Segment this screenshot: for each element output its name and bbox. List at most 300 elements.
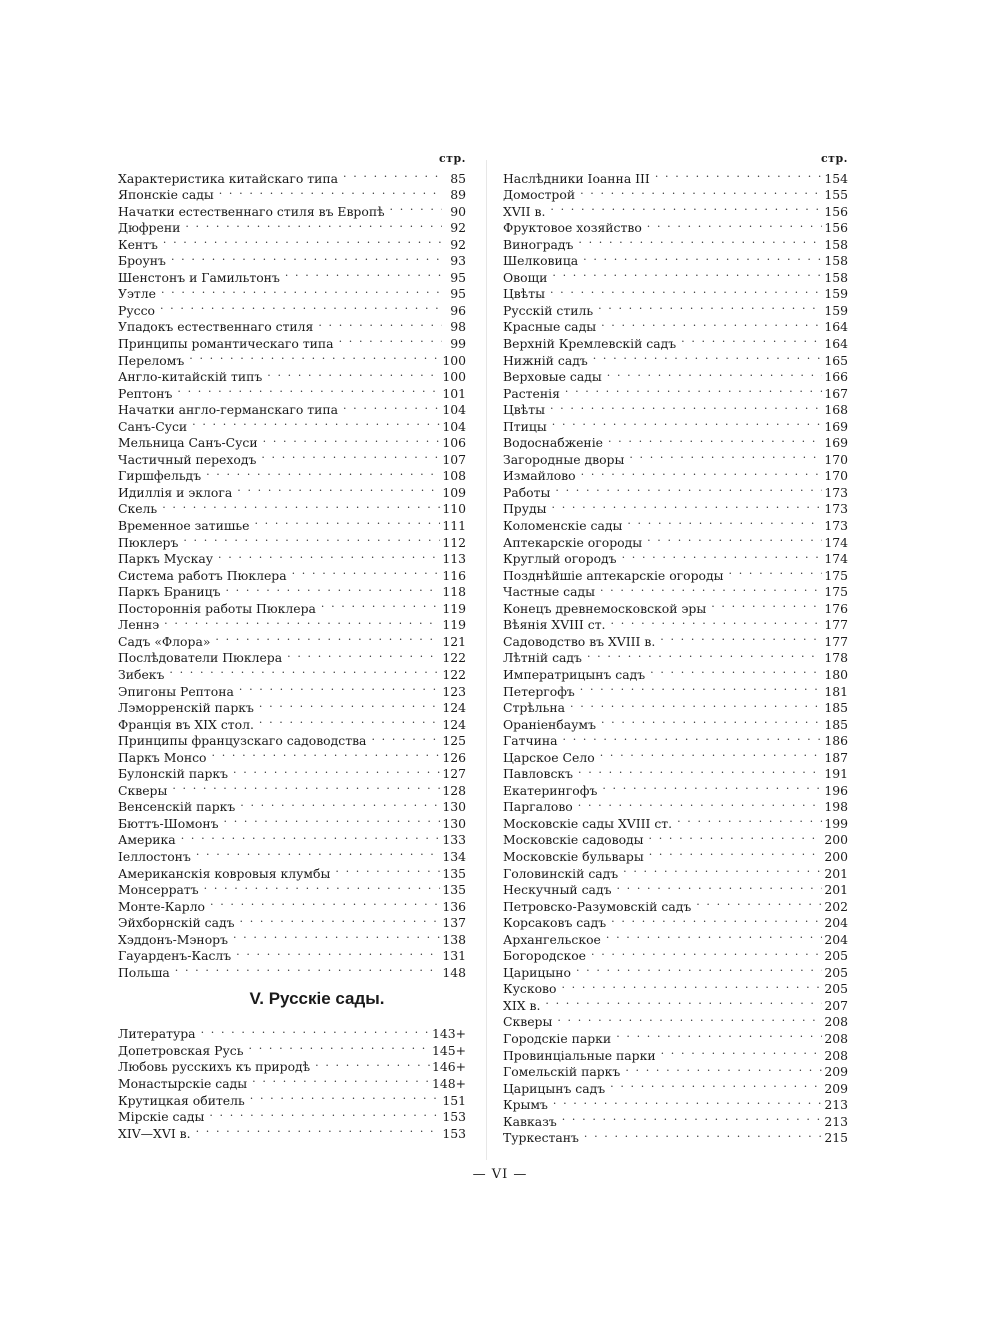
toc-entry	[503, 1093, 848, 1113]
toc-entry-title: Частные сады	[503, 584, 595, 600]
toc-entry-title: Стрѣльна	[503, 700, 566, 716]
dot-leader	[368, 729, 440, 746]
toc-entry-page: 215	[824, 1130, 848, 1146]
toc-entry-title: Ораніенбаумъ	[503, 716, 596, 732]
toc-entry-title: Водоснабженіе	[503, 435, 603, 451]
toc-entry-title: Паркъ Браницъ	[118, 584, 221, 600]
toc-entry-page: 135	[442, 882, 466, 898]
dot-leader	[608, 613, 823, 630]
toc-entry-title: Городскіе парки	[503, 1030, 612, 1046]
dot-leader	[201, 878, 441, 895]
dot-leader	[158, 282, 442, 299]
toc-entry-page: 173	[824, 501, 848, 517]
dot-leader	[233, 944, 440, 961]
dot-leader	[573, 960, 822, 977]
toc-entry-page: 143+	[431, 1026, 466, 1042]
dot-leader	[603, 927, 822, 944]
toc-entry-title: Архангельское	[503, 931, 601, 947]
toc-entry-page: 159	[824, 302, 848, 318]
toc-entry-page: 100	[442, 369, 466, 385]
toc-entry-title: Русскій стиль	[503, 302, 594, 318]
dot-leader	[237, 911, 441, 928]
dot-leader	[198, 1022, 430, 1039]
toc-entry-page: 154	[824, 170, 848, 186]
toc-entry-page: 198	[824, 799, 848, 815]
toc-entry-title: Цвѣты	[503, 402, 545, 418]
page-column-header: стр.	[438, 152, 466, 165]
toc-entry-page: 209	[824, 1064, 848, 1080]
toc-entry-title: Любовь русскихъ къ природѣ	[118, 1059, 311, 1075]
dot-leader	[542, 993, 822, 1010]
dot-leader	[256, 696, 440, 713]
toc-entry	[118, 679, 466, 699]
dot-leader	[613, 1026, 822, 1043]
toc-entry	[503, 282, 848, 302]
toc-entry	[503, 497, 848, 517]
toc-entry-page: 118	[442, 584, 466, 600]
toc-entry-title: Загородные дворы	[503, 451, 625, 467]
dot-leader	[597, 580, 822, 597]
dot-leader	[246, 1038, 430, 1055]
toc-entry-page: 200	[824, 832, 848, 848]
dot-leader	[598, 712, 822, 729]
toc-entry	[503, 298, 848, 318]
toc-entry-page: 125	[442, 733, 466, 749]
toc-entry-title: Корсаковъ садъ	[503, 915, 607, 931]
toc-entry-page: 213	[824, 1113, 848, 1129]
toc-entry-page: 93	[450, 253, 466, 269]
toc-entry-title: Круглый огородъ	[503, 551, 617, 567]
toc-entry-page: 205	[824, 948, 848, 964]
toc-entry-title: Начатки естественнаго стиля въ Европѣ	[118, 203, 385, 219]
toc-entry-page: 185	[824, 700, 848, 716]
dot-leader	[289, 563, 441, 580]
toc-entry	[118, 282, 466, 302]
toc-entry-page: 138	[442, 931, 466, 947]
dot-leader	[578, 464, 823, 481]
dot-leader	[160, 232, 442, 249]
toc-entry-page: 148+	[431, 1075, 466, 1091]
toc-entry-page: 202	[824, 898, 848, 914]
dot-leader	[332, 861, 440, 878]
dot-leader	[186, 348, 440, 365]
toc-entry-page: 170	[824, 468, 848, 484]
toc-entry-title: Іеллостонъ	[118, 848, 191, 864]
toc-entry-page: 205	[824, 964, 848, 980]
toc-entry-title: Монастырскіе сады	[118, 1075, 248, 1091]
toc-entry-page: 201	[824, 865, 848, 881]
toc-entry-title: Богородское	[503, 948, 587, 964]
toc-entry-title: Павловскъ	[503, 766, 574, 782]
toc-entry-title: Овощи	[503, 269, 548, 285]
toc-entry-title: Переломъ	[118, 352, 185, 368]
toc-entry	[503, 1010, 848, 1030]
toc-entry-title: Пюклеръ	[118, 534, 179, 550]
toc-entry-page: 155	[824, 187, 848, 203]
toc-entry-title: Московскіе садоводы	[503, 832, 644, 848]
toc-entry-title: Характеристика китайскаго типа	[118, 170, 338, 186]
toc-entry-page: 173	[824, 518, 848, 534]
toc-entry-page: 85	[450, 170, 466, 186]
toc-entry-page: 99	[450, 336, 466, 352]
toc-entry-title: Лѣтній садъ	[503, 650, 582, 666]
toc-entry-page: 95	[450, 269, 466, 285]
toc-entry-page: 124	[442, 716, 466, 732]
section-title: V. Русскіе сады.	[249, 988, 385, 1008]
dot-leader	[249, 1071, 430, 1088]
toc-entry-title: Булонскій паркъ	[118, 766, 229, 782]
toc-entry	[503, 166, 848, 186]
toc-entry-page: 207	[824, 997, 848, 1013]
toc-entry-title: Послѣдователи Пюклера	[118, 650, 283, 666]
dot-leader	[552, 480, 822, 497]
toc-entry	[118, 166, 466, 186]
toc-entry-title: Туркестанъ	[503, 1130, 579, 1146]
toc-entry-page: 131	[442, 948, 466, 964]
toc-entry-page: 168	[824, 402, 848, 418]
toc-entry-page: 124	[442, 700, 466, 716]
toc-entry-page: 119	[442, 600, 466, 616]
dot-leader	[726, 563, 823, 580]
toc-entry-title: Руссо	[118, 302, 155, 318]
toc-entry-title: Царское Село	[503, 749, 595, 765]
dot-leader	[708, 596, 822, 613]
toc-entry-page: 174	[824, 551, 848, 567]
dot-leader	[264, 365, 440, 382]
toc-entry-title: Постороннія работы Пюклера	[118, 600, 316, 616]
toc-entry-title: Гатчина	[503, 733, 558, 749]
dot-leader	[236, 679, 440, 696]
dot-leader	[318, 596, 440, 613]
toc-entry	[503, 265, 848, 285]
toc-entry-page: 209	[824, 1080, 848, 1096]
toc-entry-title: Уэтле	[118, 286, 156, 302]
toc-entry-title: Хэддонъ-Мэноръ	[118, 931, 228, 947]
toc-entry-title: Позднѣйшіе аптекарскіе огороды	[503, 567, 724, 583]
toc-entry-page: 158	[824, 236, 848, 252]
toc-entry-page: 177	[824, 633, 848, 649]
toc-entry-page: 158	[824, 253, 848, 269]
toc-entry-page: 96	[450, 302, 466, 318]
toc-entry-page: 92	[450, 236, 466, 252]
dot-leader	[336, 331, 442, 348]
toc-entry	[118, 613, 466, 633]
toc-entry-page: 173	[824, 484, 848, 500]
dot-leader	[169, 778, 440, 795]
dot-leader	[549, 497, 823, 514]
toc-entry-title: Эпигоны Рептона	[118, 683, 234, 699]
toc-entry-title: Паргалово	[503, 799, 573, 815]
toc-entry-title: Красные сады	[503, 319, 597, 335]
toc-entry-page: 153	[442, 1125, 466, 1141]
dot-leader	[547, 199, 822, 216]
dot-leader	[203, 464, 440, 481]
toc-entry-page: 98	[450, 319, 466, 335]
toc-entry-title: Система работъ Пюклера	[118, 567, 287, 583]
dot-leader	[597, 745, 823, 762]
toc-entry-title: Мельница Санъ-Суси	[118, 435, 258, 451]
toc-entry-title: Монте-Карло	[118, 898, 206, 914]
toc-entry-title: Санъ-Суси	[118, 418, 188, 434]
page-column-header: стр.	[820, 152, 848, 165]
toc-entry-page: 175	[824, 567, 848, 583]
toc-entry-title: Виноградъ	[503, 236, 574, 252]
dot-leader	[234, 480, 440, 497]
toc-entry-title: Царицынъ садъ	[503, 1080, 606, 1096]
toc-entry-title: Принципы французскаго садоводства	[118, 733, 367, 749]
toc-entry-title: Мірскіе сады	[118, 1109, 205, 1125]
toc-entry-page: 104	[442, 402, 466, 418]
dot-leader	[588, 944, 822, 961]
toc-entry-page: 196	[824, 782, 848, 798]
toc-entry-title: Верхній Кремлевскій садъ	[503, 336, 677, 352]
dot-leader	[549, 414, 823, 431]
dot-leader	[608, 911, 822, 928]
toc-entry-title: Кавказъ	[503, 1113, 557, 1129]
toc-entry-page: 109	[442, 484, 466, 500]
toc-entry-title: Императрицынъ садъ	[503, 666, 646, 682]
toc-entry-title: Крутицкая обитель	[118, 1092, 245, 1108]
toc-entry-title: Цвѣты	[503, 286, 545, 302]
dot-leader	[157, 298, 442, 315]
dot-leader	[222, 580, 440, 597]
dot-leader	[626, 447, 822, 464]
toc-entry-title: Бюттъ-Шомонъ	[118, 815, 219, 831]
toc-entry-page: 106	[442, 435, 466, 451]
toc-entry-title: Садоводство въ XVIII в.	[503, 633, 656, 649]
toc-entry-title: Аптекарскіе огороды	[503, 534, 643, 550]
toc-entry-title: Паркъ Монсо	[118, 749, 207, 765]
toc-entry-title: Коломенскіе сады	[503, 518, 623, 534]
toc-entry-page: 208	[824, 1030, 848, 1046]
dot-leader	[282, 265, 442, 282]
dot-leader	[647, 662, 822, 679]
dot-leader	[599, 778, 822, 795]
dot-leader	[547, 282, 822, 299]
toc-entry	[503, 199, 848, 219]
section-spacer	[118, 1019, 466, 1020]
dot-leader	[577, 183, 822, 200]
dot-leader	[658, 1043, 823, 1060]
toc-entry-title: XIX в.	[503, 997, 541, 1013]
toc-entry-page: 156	[824, 220, 848, 236]
dot-leader	[189, 414, 440, 431]
toc-entry-page: 130	[442, 799, 466, 815]
dot-leader	[166, 662, 440, 679]
toc-entry-title: Нескучный садъ	[503, 882, 612, 898]
toc-entry-page: 176	[824, 600, 848, 616]
toc-entry-title: Вѣянія XVIII ст.	[503, 617, 606, 633]
toc-entry-page: 208	[824, 1047, 848, 1063]
dot-leader	[607, 1076, 822, 1093]
toc-entry-page: 126	[442, 749, 466, 765]
dot-leader	[575, 795, 823, 812]
toc-entry	[503, 398, 848, 418]
toc-entry-title: Скверы	[118, 782, 168, 798]
toc-entry-page: 204	[824, 931, 848, 947]
toc-entry-page: 166	[824, 369, 848, 385]
toc-entry-page: 186	[824, 733, 848, 749]
toc-entry-page: 153	[442, 1109, 466, 1125]
dot-leader	[674, 811, 822, 828]
toc-entry-title: Фруктовое хозяйство	[503, 220, 642, 236]
toc-entry-title: Гиршфельдъ	[118, 468, 202, 484]
toc-entry	[118, 232, 466, 252]
toc-entry-title: Работы	[503, 484, 551, 500]
toc-entry-page: 113	[442, 551, 466, 567]
toc-entry-page: 164	[824, 336, 848, 352]
toc-entry-page: 128	[442, 782, 466, 798]
toc-entry-title: Домострой	[503, 187, 576, 203]
dot-leader	[209, 745, 441, 762]
toc-entry	[503, 431, 848, 451]
toc-entry-page: 146+	[431, 1059, 466, 1075]
toc-entry-title: Растенія	[503, 385, 560, 401]
dot-leader	[260, 431, 441, 448]
dot-leader	[559, 1109, 823, 1126]
toc-entry-page: 174	[824, 534, 848, 550]
toc-entry-title: Шелковица	[503, 253, 579, 269]
toc-entry-page: 164	[824, 319, 848, 335]
toc-entry-title: Кентъ	[118, 236, 158, 252]
toc-entry-page: 100	[442, 352, 466, 368]
toc-entry-title: Венсенскій паркъ	[118, 799, 236, 815]
toc-entry-page: 123	[442, 683, 466, 699]
toc-entry	[118, 315, 466, 335]
toc-entry-page: 170	[824, 451, 848, 467]
toc-entry	[118, 662, 466, 682]
dot-leader	[284, 646, 440, 663]
dot-leader	[206, 1105, 440, 1122]
toc-entry-title: Птицы	[503, 418, 547, 434]
toc-entry-title: Польша	[118, 964, 170, 980]
dot-leader	[230, 762, 440, 779]
dot-leader	[193, 844, 441, 861]
toc-entry-title: Американскія ковровыя клумбы	[118, 865, 331, 881]
toc-left-entries	[118, 166, 466, 980]
toc-right-entries	[503, 166, 848, 1146]
dot-leader	[387, 199, 442, 216]
dot-leader	[605, 431, 822, 448]
toc-entry-title: Допетровская Русь	[118, 1042, 244, 1058]
dot-leader	[168, 249, 442, 266]
toc-entry-title: Верховые сады	[503, 369, 602, 385]
dot-leader	[590, 348, 823, 365]
toc-entry-title: Пруды	[503, 501, 547, 517]
toc-entry	[118, 513, 466, 534]
toc-entry-page: 133	[442, 832, 466, 848]
dot-leader	[644, 216, 823, 233]
toc-entry-title: Дюфрени	[118, 220, 181, 236]
toc-entry-title: Измайлово	[503, 468, 576, 484]
toc-entry-title: Паркъ Мускау	[118, 551, 214, 567]
toc-entry-title: Головинскій садъ	[503, 865, 619, 881]
toc-entry	[118, 249, 466, 269]
dot-leader	[646, 844, 823, 861]
toc-entry	[118, 778, 466, 798]
toc-entry-page: 89	[450, 187, 466, 203]
dot-leader	[644, 530, 822, 547]
toc-entry-title: Идиллія и эклога	[118, 484, 233, 500]
toc-entry	[503, 1109, 848, 1129]
dot-leader	[182, 216, 442, 233]
toc-entry-page: 169	[824, 418, 848, 434]
dot-leader	[230, 927, 440, 944]
dot-leader	[549, 265, 822, 282]
toc-entry-page: 175	[824, 584, 848, 600]
toc-entry	[503, 216, 848, 236]
toc-entry	[118, 497, 466, 517]
dot-leader	[577, 679, 823, 696]
dot-leader	[247, 1088, 441, 1105]
toc-entry-page: 104	[442, 418, 466, 434]
dot-leader	[598, 315, 822, 332]
dot-leader	[657, 629, 822, 646]
toc-entry-page: 204	[824, 915, 848, 931]
toc-entry	[118, 1022, 466, 1042]
toc-entry	[503, 993, 848, 1013]
dot-leader	[595, 298, 822, 315]
toc-entry-page: 110	[442, 501, 466, 517]
toc-entry-page: 121	[442, 633, 466, 649]
toc-entry-page: 181	[824, 683, 848, 699]
toc-entry-title: Скверы	[503, 1014, 553, 1030]
toc-entry-page: 159	[824, 286, 848, 302]
toc-entry	[503, 1026, 848, 1046]
toc-entry-page: 178	[824, 650, 848, 666]
toc-entry-title: Крымъ	[503, 1097, 548, 1113]
dot-leader	[558, 977, 822, 994]
toc-entry-page: 208	[824, 1014, 848, 1030]
toc-entry-title: Упадокъ естественнаго стиля	[118, 319, 314, 335]
toc-entry-title: Гауарденъ-Каслъ	[118, 948, 232, 964]
toc-entry-title: Лэморренскій паркъ	[118, 700, 254, 716]
dot-leader	[216, 183, 442, 200]
dot-leader	[604, 365, 823, 382]
toc-entry-title: Японскіе сады	[118, 187, 214, 203]
toc-left-column	[118, 152, 466, 1141]
toc-entry-page: 116	[442, 567, 466, 583]
toc-entry-page: 169	[824, 435, 848, 451]
dot-leader	[340, 398, 440, 415]
dot-leader	[251, 513, 440, 530]
dot-leader	[172, 960, 441, 977]
dot-leader	[550, 1093, 822, 1110]
toc-entry-page: 158	[824, 269, 848, 285]
dot-leader	[554, 1010, 822, 1027]
toc-entry-page: 95	[450, 286, 466, 302]
toc-entry-title: Временное затишье	[118, 518, 250, 534]
dot-leader	[258, 447, 440, 464]
toc-entry-page: 130	[442, 815, 466, 831]
toc-entry-title: Эйхборнскій садъ	[118, 915, 235, 931]
toc-entry-page: 119	[442, 617, 466, 633]
toc-entry-title: Московскіе бульвары	[503, 848, 644, 864]
column-divider	[486, 160, 487, 1160]
toc-entry-title: Монсерратъ	[118, 882, 199, 898]
dot-leader	[193, 1121, 441, 1138]
dot-leader	[207, 894, 440, 911]
toc-entry-page: 127	[442, 766, 466, 782]
dot-leader	[646, 828, 823, 845]
dot-leader	[312, 1055, 430, 1072]
toc-entry-title: Зибекъ	[118, 666, 165, 682]
dot-leader	[622, 1060, 822, 1077]
dot-leader	[678, 331, 822, 348]
toc-entry-title: Частичный переходъ	[118, 451, 257, 467]
toc-entry-page: 92	[450, 220, 466, 236]
toc-entry-page: 108	[442, 468, 466, 484]
